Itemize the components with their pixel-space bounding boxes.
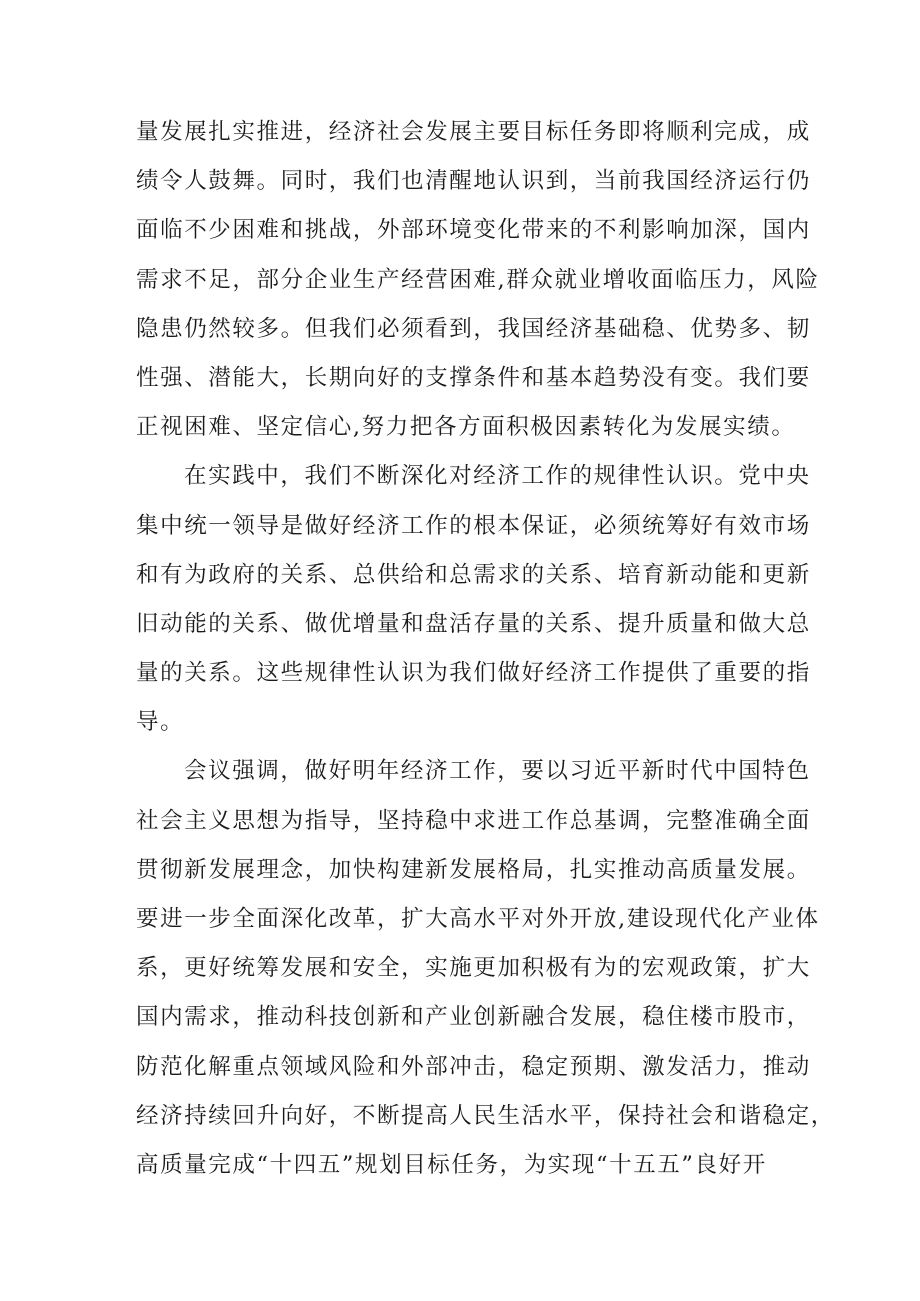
text-line: 贯彻新发展理念，加快构建新发展格局，扎实推动高质量发展。 <box>136 856 811 883</box>
document-body <box>136 108 835 1190</box>
text-line: 隐患仍然较多。但我们必须看到，我国经济基础稳、优势多、韧 <box>136 315 811 342</box>
text-line: 性强、潜能大，长期向好的支撑条件和基本趋势没有变。我们要 <box>136 364 811 391</box>
text-line: 经济持续回升向好，不断提高人民生活水平，保持社会和谐稳定， <box>136 1102 835 1129</box>
text-line: 国内需求，推动科技创新和产业创新融合发展，稳住楼市股市， <box>136 1004 811 1031</box>
text-line: 绩令人鼓舞。同时，我们也清醒地认识到，当前我国经济运行仍 <box>136 168 811 195</box>
text-line: 会议强调，做好明年经济工作，要以习近平新时代中国特色 <box>184 758 811 785</box>
text-line: 防范化解重点领域风险和外部冲击，稳定预期、激发活力，推动 <box>136 1053 811 1080</box>
text-line: 集中统一领导是做好经济工作的根本保证，必须统筹好有效市场 <box>136 512 811 539</box>
text-line: 在实践中，我们不断深化对经济工作的规律性认识。党中央 <box>184 463 811 490</box>
text-line: 需求不足，部分企业生产经营困难,群众就业增收面临压力，风险 <box>136 266 820 293</box>
text-line: 系，更好统筹发展和安全，实施更加积极有为的宏观政策，扩大 <box>136 955 811 982</box>
text-line: 要进一步全面深化改革，扩大高水平对外开放,建设现代化产业体 <box>136 906 820 932</box>
paragraph-2 <box>136 452 811 747</box>
text-line: 和有为政府的关系、总供给和总需求的关系、培育新动能和更新 <box>136 561 811 588</box>
paragraph-1 <box>136 108 820 452</box>
text-line: 旧动能的关系、做优增量和盘活存量的关系、提升质量和做大总 <box>136 610 811 637</box>
text-line: 高质量完成“十四五”规划目标任务，为实现“十五五”良好开 <box>136 1151 767 1178</box>
paragraph-3 <box>136 747 835 1190</box>
text-line: 导。 <box>136 709 185 736</box>
text-line: 量发展扎实推进，经济社会发展主要目标任务即将顺利完成，成 <box>136 119 811 145</box>
text-line: 社会主义思想为指导，坚持稳中求进工作总基调，完整准确全面 <box>136 807 811 834</box>
text-line: 面临不少困难和挑战，外部环境变化带来的不利影响加深，国内 <box>136 217 811 244</box>
text-line: 正视困难、坚定信心,努力把各方面积极因素转化为发展实绩。 <box>136 414 796 441</box>
text-line: 量的关系。这些规律性认识为我们做好经济工作提供了重要的指 <box>136 660 811 687</box>
